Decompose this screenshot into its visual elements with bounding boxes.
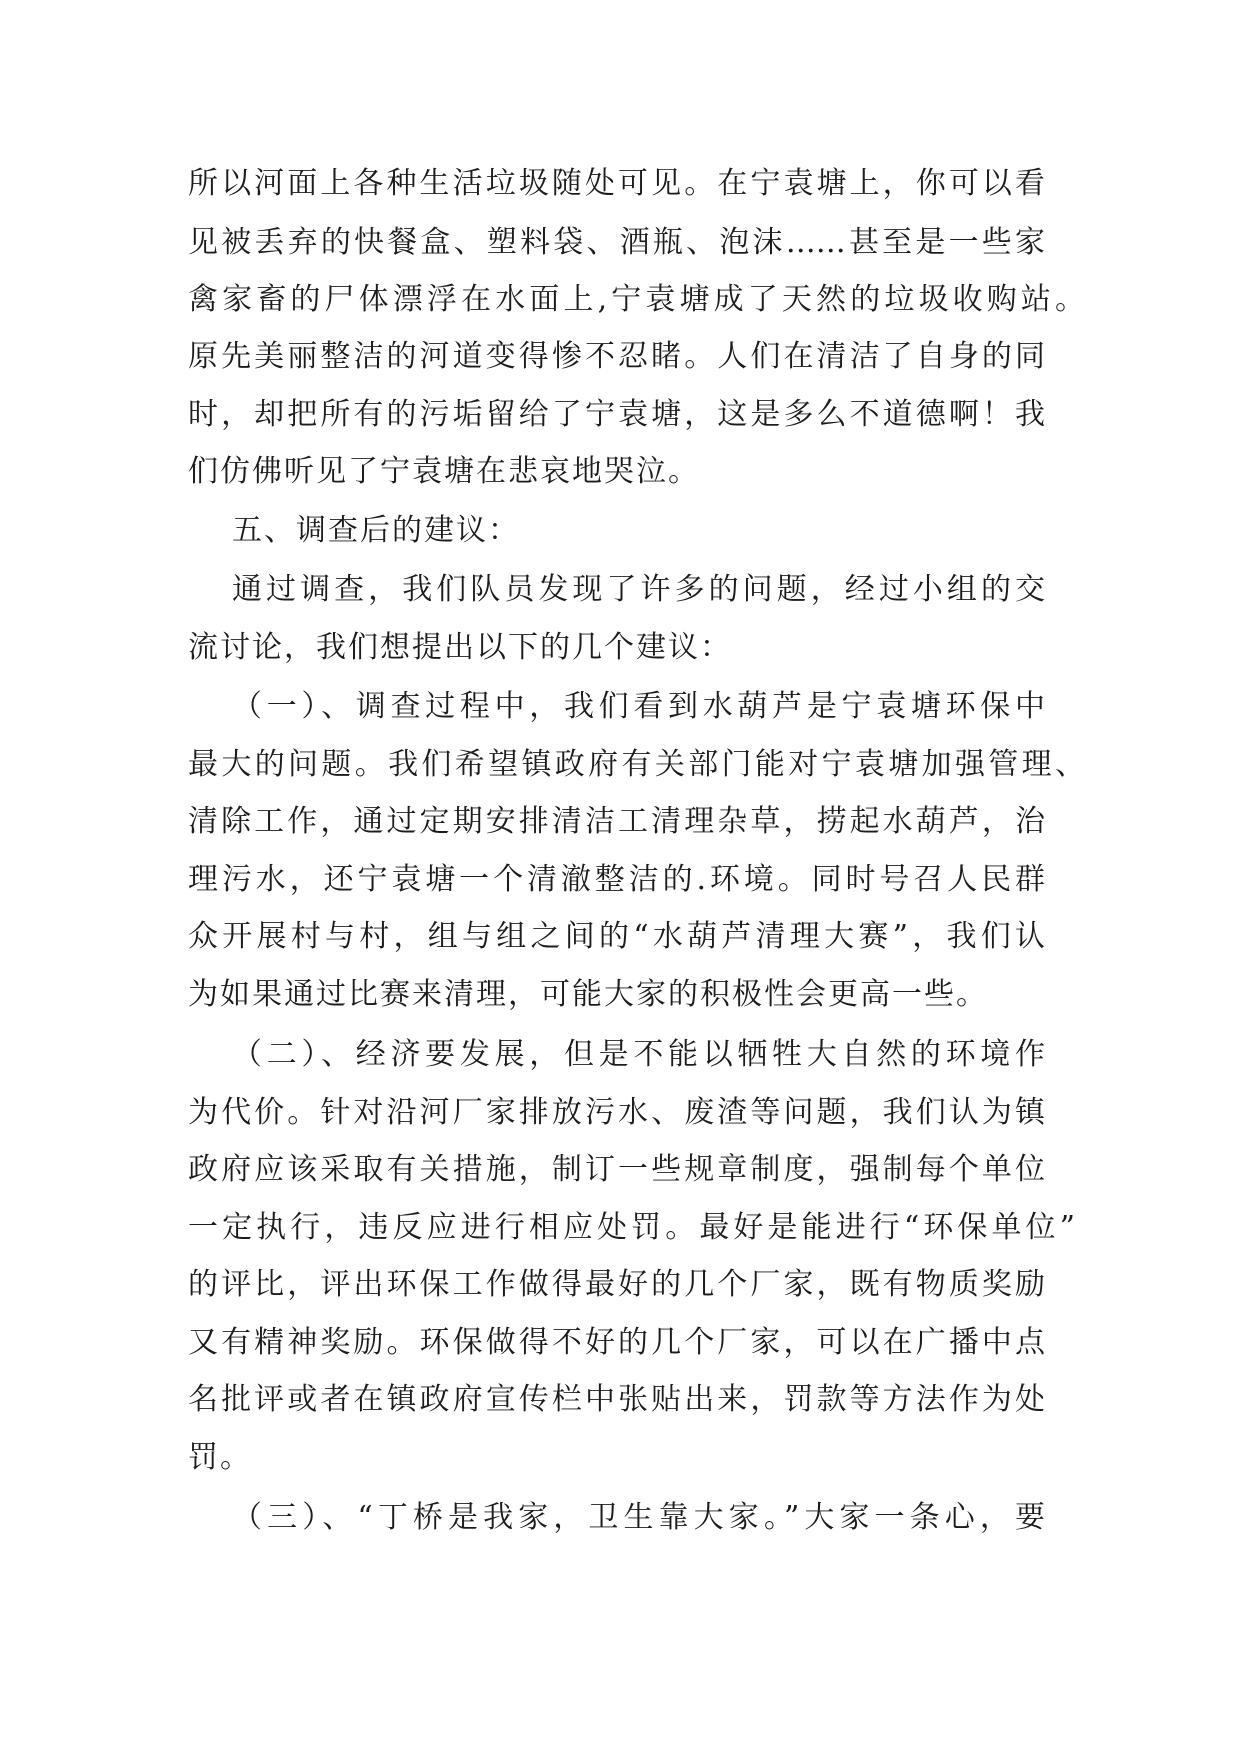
text-line: 理污水，还宁袁塘一个清澈整洁的.环境。同时号召人民群 xyxy=(188,862,1045,897)
text-line: 们仿佛听见了宁袁塘在悲哀地哭泣。 xyxy=(188,454,700,489)
text-line: 所以河面上各种生活垃圾随处可见。在宁袁塘上，你可以看 xyxy=(188,166,1045,201)
text-line: 清除工作，通过定期安排清洁工清理杂草，捞起水葫芦，治 xyxy=(188,804,1045,839)
text-line: 政府应该采取有关措施，制订一些规章制度，强制每个单位 xyxy=(188,1152,1045,1187)
text-line: 众开展村与村，组与组之间的“水葫芦清理大赛”，我们认 xyxy=(188,919,1045,954)
text-line: （一）、调查过程中，我们看到水葫芦是宁袁塘环保中 xyxy=(232,689,1045,724)
text-line: 名批评或者在镇政府宣传栏中张贴出来，罚款等方法作为处 xyxy=(188,1382,1045,1417)
text-line: （二）、经济要发展，但是不能以牺牲大自然的环境作 xyxy=(232,1037,1045,1072)
text-line: 为代价。针对沿河厂家排放污水、废渣等问题，我们认为镇 xyxy=(188,1095,1045,1130)
text-line: 通过调查，我们队员发现了许多的问题，经过小组的交 xyxy=(232,572,1045,607)
text-line: 禽家畜的尸体漂浮在水面上,宁袁塘成了天然的垃圾收购站。 xyxy=(188,282,1085,317)
section-heading: 五、调查后的建议： xyxy=(232,513,520,548)
text-line: 见被丢弃的快餐盒、塑料袋、酒瓶、泡沫……甚至是一些家 xyxy=(188,225,1045,260)
text-line: 罚。 xyxy=(188,1440,252,1475)
text-line: （三）、“丁桥是我家，卫生靠大家。”大家一条心，要 xyxy=(232,1500,1045,1535)
text-line: 时，却把所有的污垢留给了宁袁塘，这是多么不道德啊！我 xyxy=(188,397,1045,432)
text-line: 的评比，评出环保工作做得最好的几个厂家，既有物质奖励 xyxy=(188,1267,1045,1302)
text-line: 最大的问题。我们希望镇政府有关部门能对宁袁塘加强管理、 xyxy=(188,747,1085,782)
text-line: 又有精神奖励。环保做得不好的几个厂家，可以在广播中点 xyxy=(188,1325,1045,1360)
text-line: 一定执行，违反应进行相应处罚。最好是能进行“环保单位” xyxy=(188,1210,1075,1245)
text-line: 流讨论，我们想提出以下的几个建议： xyxy=(188,630,732,665)
text-line: 为如果通过比赛来清理，可能大家的积极性会更高一些。 xyxy=(188,977,988,1012)
text-line: 原先美丽整洁的河道变得惨不忍睹。人们在清洁了自身的同 xyxy=(188,339,1045,374)
